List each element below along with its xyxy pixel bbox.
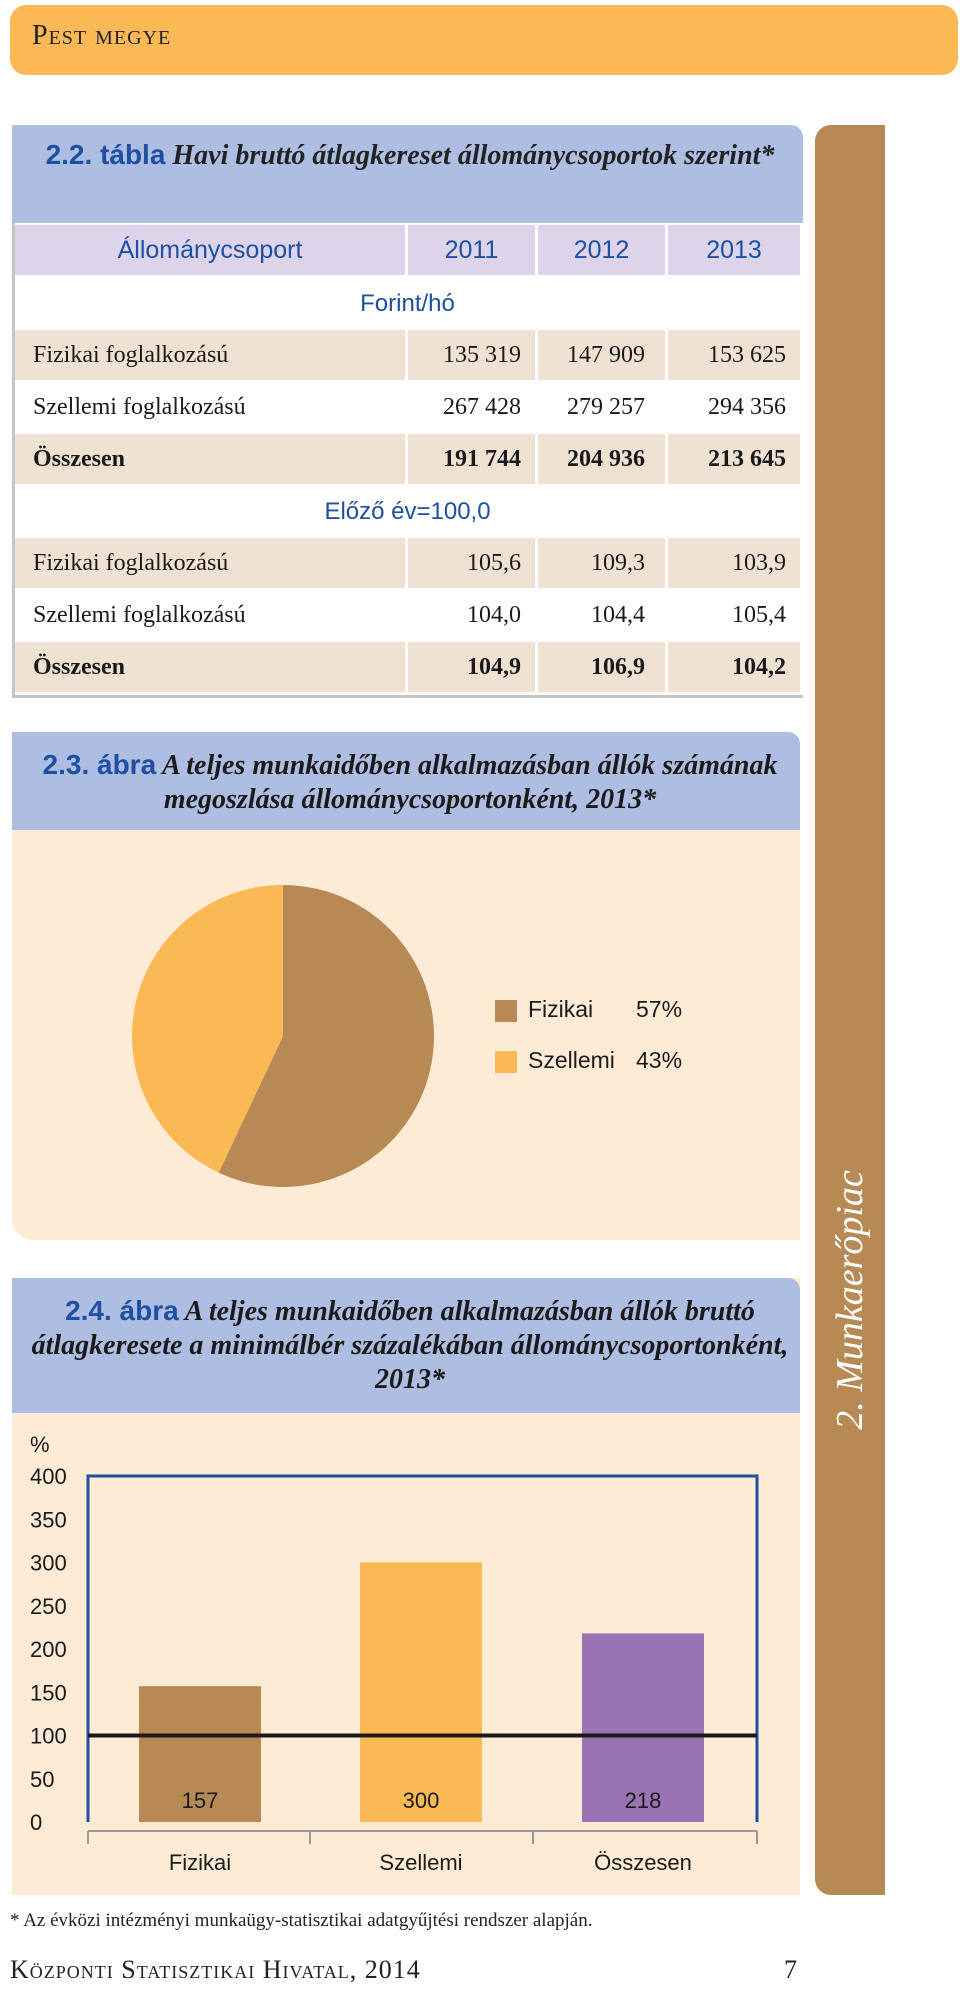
y-tick-label: 150 <box>30 1680 67 1706</box>
chapter-side-label-text: 2. Munkaerőpiac <box>829 1170 871 1430</box>
pie-figure-number: 2.3. ábra <box>42 749 157 780</box>
cell-2011: 267 428 <box>443 394 521 420</box>
cell-2012: 204 936 <box>538 434 665 484</box>
page-header-title: Pest megye <box>32 20 172 51</box>
row-label: Szellemi foglalkozású <box>33 602 246 628</box>
section-label-forint: Forint/hó <box>360 290 455 317</box>
y-axis-unit: % <box>30 1432 50 1457</box>
row-label: Fizikai foglalkozású <box>15 538 405 588</box>
column-header-2011: 2011 <box>408 225 535 275</box>
cell-2011: 104,9 <box>408 642 535 692</box>
table-header-row <box>15 225 800 275</box>
y-tick-label: 250 <box>30 1593 67 1619</box>
cell-2011: 191 744 <box>408 434 535 484</box>
table-row <box>15 590 800 640</box>
table-row <box>15 382 800 432</box>
table-title-text: Havi bruttó átlagkereset állománycsoportok szerint* <box>172 140 775 171</box>
pie-figure-title <box>30 748 790 817</box>
cell-2013: 104,2 <box>668 642 800 692</box>
table-number: 2.2. tábla <box>45 139 166 170</box>
row-label: Összesen <box>15 642 405 692</box>
row-label: Szellemi foglalkozású <box>33 394 246 420</box>
column-header-group: Állománycsoport <box>15 225 405 275</box>
table-row <box>15 330 800 380</box>
table-row <box>15 538 800 588</box>
section-label-row <box>15 490 800 536</box>
section-label-row <box>15 282 800 328</box>
chapter-side-tab <box>815 125 885 1895</box>
y-tick-label: 0 <box>30 1810 43 1835</box>
cell-2012: 147 909 <box>538 330 665 380</box>
bar-figure-number: 2.4. ábra <box>65 1295 179 1326</box>
footer-publisher: Központi Statisztikai Hivatal, 2014 <box>10 1955 421 1984</box>
pie-figure-title-text: A teljes munkaidőben alkalmazásban állók számának megoszlása állománycsoportonként, 2013* <box>162 750 778 815</box>
y-tick-label: 400 <box>30 1464 67 1489</box>
x-category-label: Fizikai <box>168 1850 232 1875</box>
table-row-total <box>15 434 800 484</box>
column-header-2012: 2012 <box>538 225 665 275</box>
cell-2013: 213 645 <box>668 434 800 484</box>
legend-value-fizikai: 57% <box>636 996 683 1022</box>
bar-1 <box>360 1563 482 1823</box>
table-row-total <box>15 642 800 692</box>
section-label-index: Előző év=100,0 <box>324 498 491 525</box>
x-category-label: Szellemi <box>379 1850 463 1875</box>
x-category-label: Összesen <box>594 1850 692 1875</box>
table-title <box>40 138 780 173</box>
cell-2013: 105,4 <box>732 602 786 628</box>
cell-2013: 153 625 <box>668 330 800 380</box>
y-tick-label: 100 <box>30 1723 67 1749</box>
y-tick-label: 350 <box>30 1507 67 1533</box>
legend-swatch-szellemi <box>495 1051 517 1073</box>
bar-figure-title <box>30 1294 790 1397</box>
legend-label-szellemi: Szellemi <box>528 1047 615 1073</box>
y-tick-label: 300 <box>30 1550 67 1576</box>
row-label: Összesen <box>15 434 405 484</box>
cell-2011: 104,0 <box>467 602 521 628</box>
column-header-2013: 2013 <box>668 225 800 275</box>
legend-value-szellemi: 43% <box>636 1047 683 1073</box>
cell-2013: 103,9 <box>668 538 800 588</box>
cell-2011: 135 319 <box>408 330 535 380</box>
legend-label-fizikai: Fizikai <box>528 996 594 1022</box>
bar-value-label: 157 <box>181 1788 219 1813</box>
legend-swatch-fizikai <box>495 1000 517 1022</box>
cell-2012: 104,4 <box>591 602 645 628</box>
y-tick-label: 50 <box>30 1766 55 1792</box>
cell-2012: 279 257 <box>567 394 645 420</box>
bar-chart <box>0 1420 800 1900</box>
page-number: 7 <box>784 1955 797 1984</box>
cell-2012: 106,9 <box>538 642 665 692</box>
cell-2012: 109,3 <box>538 538 665 588</box>
bar-figure-title-text: A teljes munkaidőben alkalmazásban állók bruttó átlagkeresete a minimálbér százalékában állománycsoportonként, 2013* <box>31 1296 789 1395</box>
row-label: Fizikai foglalkozású <box>15 330 405 380</box>
bar-value-label: 218 <box>624 1788 662 1813</box>
y-tick-label: 200 <box>30 1637 67 1662</box>
bar-value-label: 300 <box>402 1788 440 1813</box>
footnote: * Az évközi intézményi munkaügy-statisztikai adatgyűjtési rendszer alapján. <box>10 1910 593 1931</box>
cell-2011: 105,6 <box>408 538 535 588</box>
cell-2013: 294 356 <box>708 394 786 420</box>
